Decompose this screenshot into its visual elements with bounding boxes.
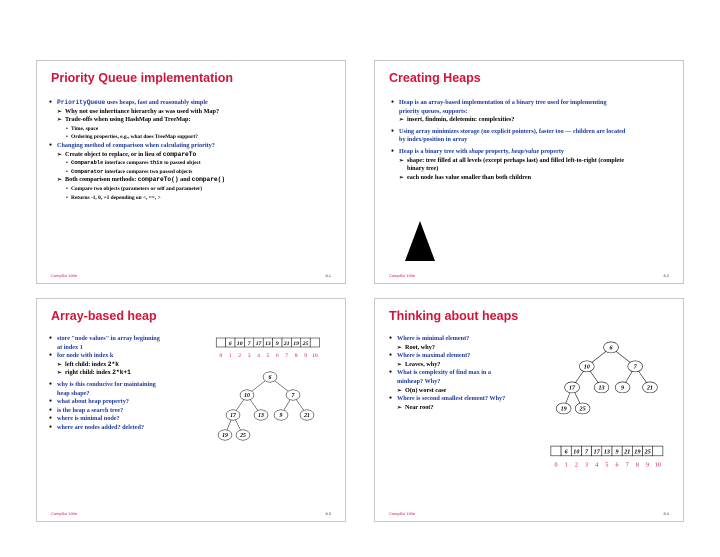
bullet: ● Heap is an array-based implementation of a binary tree used for implementing priority queues, supports: [391, 99, 627, 116]
array-index: 6 [615, 462, 619, 469]
array-index: 10 [312, 353, 318, 359]
array-value: 9 [615, 449, 619, 456]
tree-node-value: 9 [621, 385, 625, 392]
array-index: 1 [228, 353, 232, 359]
array-value: 25 [644, 449, 651, 456]
array-index: 10 [654, 462, 661, 469]
slide-body [389, 335, 517, 412]
footer-page: 8.4 [663, 511, 669, 516]
array-cell [310, 338, 319, 347]
array-index: 2 [574, 462, 578, 469]
array-value: 10 [573, 449, 580, 456]
array-cell [551, 446, 561, 456]
bullet: ● Where is second smallest element? Why? [389, 395, 517, 404]
array-index: 2 [238, 353, 242, 359]
array-index: 9 [646, 462, 650, 469]
array-value: 13 [603, 449, 610, 456]
tree-node-value: 9 [279, 413, 283, 419]
bullet: ● where is minimal node? [49, 415, 165, 424]
bullet: ● Changing method of comparison when calculating priority? [49, 142, 337, 151]
sub-sub-bullet: • Compare two objects (parameters or self and parameter) [49, 185, 337, 194]
array-index: 7 [285, 353, 289, 359]
black-triangle-shape [405, 221, 435, 261]
array-cell [216, 338, 225, 347]
sub-sub-bullet: • Ordering properties, e.g., what does TreeMap support? [49, 133, 337, 142]
heap-tree-diagram [215, 369, 325, 445]
sub-sub-bullet: • Time, space [49, 125, 337, 134]
tree-node-value: 21 [304, 413, 310, 419]
sub-bullet: ➢ O(n) worst case [389, 387, 517, 396]
slide-title: Thinking about heaps [389, 309, 519, 323]
sub-bullet: ➢ right child: index 2*k+1 [49, 369, 165, 378]
array-index: 1 [564, 462, 568, 469]
slide-title: Array-based heap [51, 309, 157, 323]
array-index: 3 [585, 462, 589, 469]
tree-node-value: 21 [646, 385, 653, 392]
footer-page: 8.1 [325, 273, 331, 278]
slide-body [391, 99, 627, 182]
array-index: 8 [635, 462, 639, 469]
bullet: ● for node with index k [49, 352, 165, 361]
array-index: 5 [266, 353, 270, 359]
array-value: 6 [564, 449, 568, 456]
tree-node-value: 17 [230, 413, 236, 419]
bullet: ● where are nodes added? deleted? [49, 424, 165, 433]
footer-course: CompSci 100e [389, 511, 416, 516]
sub-sub-bullet: • Comparable interface compares this to passed object [49, 159, 337, 168]
bullet: ● What is complexity of find max in a minheap? Why? [389, 369, 517, 386]
tree-node-value: 13 [598, 385, 605, 392]
slide-priority-queue [36, 60, 346, 284]
tree-node-value: 19 [560, 406, 567, 413]
array-value: 19 [634, 449, 641, 456]
bullet: ● Heap is a binary tree with shape property, heap/value property [391, 148, 627, 157]
array-value: 21 [283, 340, 290, 347]
tree-node-value: 25 [240, 433, 246, 439]
array-value: 17 [593, 449, 600, 456]
footer-course: CompSci 100e [51, 273, 78, 278]
array-value: 7 [585, 449, 589, 456]
sub-sub-bullet: • Returns -1, 0, +1 depending on <, ==, > [49, 194, 337, 203]
sub-bullet: ➢ Both comparison methods: compareTo() and compare() [49, 176, 337, 185]
slide-title: Creating Heaps [389, 71, 481, 85]
array-index: 4 [257, 353, 260, 359]
array-index: 0 [219, 353, 223, 359]
slide-body [49, 335, 165, 433]
tree-node-value: 10 [244, 393, 250, 399]
tree-node-value: 7 [633, 364, 637, 371]
array-index: 4 [595, 462, 599, 469]
heap-array-diagram [547, 445, 667, 471]
slide-array-based-heap [36, 298, 346, 522]
bullet: ● Where is maximal element? [389, 352, 517, 361]
slide-body [49, 99, 337, 202]
footer-page: 8.2 [663, 273, 669, 278]
footer-course: CompSci 100e [389, 273, 416, 278]
sub-sub-bullet: • Comparator interface compares two passed objects [49, 168, 337, 177]
bullet: ● PriorityQueue uses heaps, fast and reasonably simple [49, 99, 337, 108]
array-index: 5 [605, 462, 609, 469]
sub-bullet: ➢ each node has value smaller than both children [391, 174, 627, 183]
array-value: 10 [236, 340, 243, 347]
array-value: 9 [275, 340, 279, 347]
array-value: 6 [228, 340, 232, 347]
array-value: 25 [302, 340, 309, 347]
array-index: 9 [304, 353, 307, 359]
array-index: 0 [554, 462, 558, 469]
bullet: ● Using array minimizes storage (no explicit pointers), faster too — children are located by index/position in array [391, 128, 627, 145]
sub-bullet: ➢ Create object to replace, or in lieu of compareTo [49, 151, 337, 160]
array-index: 8 [294, 353, 298, 359]
array-cell [653, 446, 663, 456]
bullet: ● is the heap a search tree? [49, 407, 165, 416]
slide-creating-heaps [374, 60, 684, 284]
array-index: 6 [275, 353, 279, 359]
sub-bullet: ➢ Trade-offs when using HashMap and TreeMap: [49, 116, 337, 125]
array-value: 21 [624, 449, 631, 456]
footer-page: 8.3 [325, 511, 331, 516]
array-value: 19 [293, 340, 299, 347]
bullet: ● Where is minimal element? [389, 335, 517, 344]
array-value: 7 [247, 340, 251, 347]
array-value: 13 [265, 340, 271, 347]
tree-node-value: 25 [579, 406, 586, 413]
heap-tree-diagram [551, 339, 671, 419]
sub-bullet: ➢ Why not use inheritance hierarchy as was used with Map? [49, 108, 337, 117]
slide-thinking-about-heaps [374, 298, 684, 522]
tree-node-value: 10 [583, 364, 590, 371]
sub-bullet: ➢ Leaves, why? [389, 361, 517, 370]
slide-title: Priority Queue implementation [51, 71, 233, 85]
array-value: 17 [255, 340, 262, 347]
bullet: ● store "node values" in array beginning at index 1 [49, 335, 165, 352]
tree-node-value: 6 [268, 375, 272, 381]
tree-node-value: 17 [569, 385, 576, 392]
sub-bullet: ➢ insert, findmin, deletemin: complexities? [391, 116, 627, 125]
tree-node-value: 6 [609, 345, 613, 352]
tree-node-value: 13 [258, 413, 264, 419]
array-index: 3 [247, 353, 251, 359]
tree-node-value: 19 [222, 433, 228, 439]
footer-course: CompSci 100e [51, 511, 78, 516]
bullet: ● why is this conducive for maintaining heap shape? [49, 381, 165, 398]
tree-node-value: 7 [291, 393, 295, 399]
heap-array-diagram [213, 337, 323, 361]
sub-bullet: ➢ Near root? [389, 404, 517, 413]
array-index: 7 [625, 462, 629, 469]
sub-bullet: ➢ shape: tree filled at all levels (except perhaps last) and filled left-to-right (complete binary tree) [391, 157, 627, 174]
sub-bullet: ➢ left child: index 2*k [49, 361, 165, 370]
sub-bullet: ➢ Root, why? [389, 344, 517, 353]
bullet: ● what about heap property? [49, 398, 165, 407]
